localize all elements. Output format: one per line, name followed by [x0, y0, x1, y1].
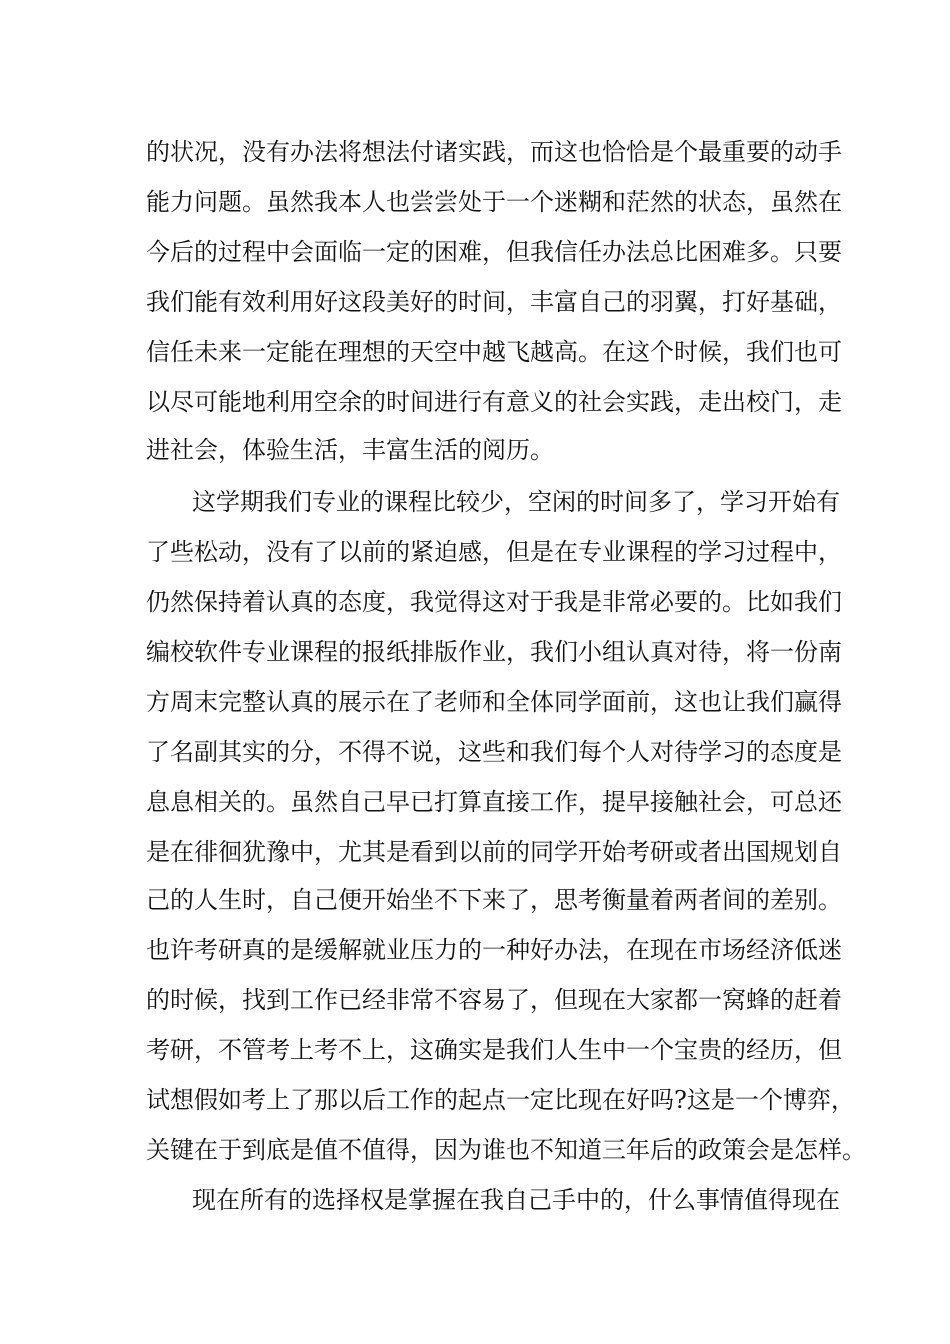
text-line: 仍然保持着认真的态度，我觉得这对于我是非常必要的。比如我们: [146, 588, 842, 616]
text-line: 了些松动，没有了以前的紧迫感，但是在专业课程的学习过程中，: [146, 538, 842, 566]
text-line: 的状况，没有办法将想法付诸实践，而这也恰恰是个最重要的动手: [146, 138, 842, 166]
text-line: 我们能有效利用好这段美好的时间，丰富自己的羽翼，打好基础，: [146, 288, 842, 316]
paragraph-first-line: 这学期我们专业的课程比较少，空闲的时间多了，学习开始有: [192, 488, 840, 516]
paragraph-first-line: 现在所有的选择权是掌握在我自己手中的，什么事情值得现在: [192, 1186, 840, 1214]
text-line: 方周末完整认真的展示在了老师和全体同学面前，这也让我们赢得: [146, 688, 842, 716]
text-line: 试想假如考上了那以后工作的起点一定比现在好吗?这是一个博弈，: [146, 1086, 855, 1114]
text-line: 以尽可能地利用空余的时间进行有意义的社会实践，走出校门，走: [146, 388, 842, 416]
text-line: 了名副其实的分，不得不说，这些和我们每个人对待学习的态度是: [146, 738, 842, 766]
text-line: 己的人生时，自己便开始坐不下来了，思考衡量着两者间的差别。: [146, 886, 842, 914]
text-line: 也许考研真的是缓解就业压力的一种好办法，在现在市场经济低迷: [146, 936, 842, 964]
text-line: 的时候，找到工作已经非常不容易了，但现在大家都一窝蜂的赶着: [146, 986, 842, 1014]
text-line: 编校软件专业课程的报纸排版作业，我们小组认真对待，将一份南: [146, 638, 842, 666]
text-line: 信任未来一定能在理想的天空中越飞越高。在这个时候，我们也可: [146, 338, 842, 366]
text-line: 进社会，体验生活，丰富生活的阅历。: [146, 436, 554, 464]
text-line: 今后的过程中会面临一定的困难，但我信任办法总比困难多。只要: [146, 238, 842, 266]
text-line: 考研，不管考上考不上，这确实是我们人生中一个宝贵的经历，但: [146, 1036, 842, 1064]
text-line: 是在徘徊犹豫中，尤其是看到以前的同学开始考研或者出国规划自: [146, 838, 842, 866]
text-line: 能力问题。虽然我本人也尝尝处于一个迷糊和茫然的状态，虽然在: [146, 188, 842, 216]
text-line: 息息相关的。虽然自己早已打算直接工作，提早接触社会，可总还: [146, 788, 842, 816]
text-line: 关键在于到底是值不值得，因为谁也不知道三年后的政策会是怎样。: [146, 1136, 866, 1164]
